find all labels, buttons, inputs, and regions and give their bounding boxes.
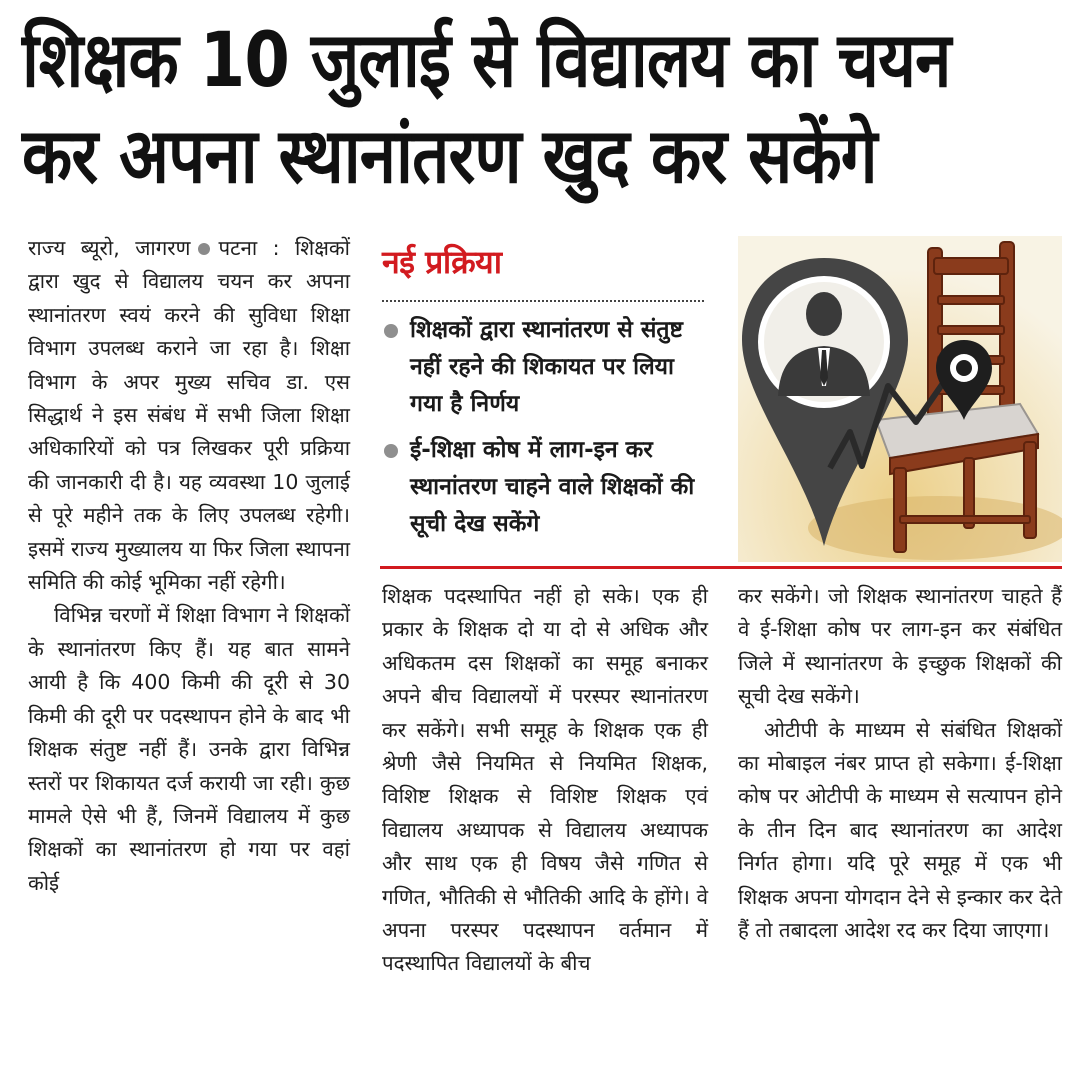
column-3-paragraph-2: ओटीपी के माध्यम से संबंधित शिक्षकों का मोबाइल नंबर प्राप्त हो सकेगा। ई-शिक्षा कोष पर ओटीपी के माध्यम से सत्यापन होने के तीन दिन बाद स्थानांतरण का आदेश निर्गत होगा। यदि पूरे समूह में एक भी शिक्षक अपना योगदान देने से इन्कार कर देते हैं तो तबादला आदेश रद कर दिया जाएगा। <box>738 717 1063 943</box>
sidebar-title: नई प्रक्रिया <box>382 243 502 281</box>
section-divider <box>380 566 1062 569</box>
column-1-paragraph-1-text: शिक्षकों द्वारा खुद से विद्यालय चयन कर अपना स्थानांतरण स्वयं करने की सुविधा शिक्षा विभाग उपलब्ध कराने जा रहा है। शिक्षा विभाग के अपर मुख्य सचिव डा. एस सिद्धार्थ ने इस संबंध में सभी जिला शिक्षा अधिकारियों को पत्र लिखकर पूरी प्रक्रिया की जानकारी दी है। यह व्यवस्था 10 जुलाई से पूरे महीने तक के लिए उपलब्ध रहेगी। इसमें राज्य मुख्यालय या फिर जिला स्थापना समिति की कोई भूमिका नहीं रहेगी। <box>28 236 350 595</box>
bullet-dot-icon <box>384 324 398 338</box>
headline-line-2: कर अपना स्थानांतरण खुद कर सकेंगे <box>22 111 877 200</box>
sidebar-dotted-divider <box>382 300 704 302</box>
sidebar-bullet-item <box>382 312 712 423</box>
column-1-paragraph-1 <box>28 232 350 599</box>
article-column-2 <box>382 580 708 981</box>
bullet-dot-icon <box>198 243 210 255</box>
headline-line-1: शिक्षक 10 जुलाई से विद्यालय का चयन <box>22 15 951 104</box>
sidebar-bullet-text: ई-शिक्षा कोष में लाग-इन कर स्थानांतरण चाहने वाले शिक्षकों की सूची देख सकेंगे <box>410 437 695 537</box>
column-3-paragraph-1: कर सकेंगे। जो शिक्षक स्थानांतरण चाहते हैं वे ई-शिक्षा कोष पर लाग-इन कर संबंधित जिले में स्थानांतरण के इच्छुक शिक्षकों की सूची देख सकेंगे। <box>738 584 1062 709</box>
column-2-paragraph-1: शिक्षक पदस्थापित नहीं हो सके। एक ही प्रकार के शिक्षक दो या दो से अधिक और अधिकतम दस शिक्षकों का समूह बनाकर अपने बीच विद्यालयों में परस्पर स्थानांतरण कर सकेंगे। सभी समूह के शिक्षक एक ही श्रेणी जैसे नियमित से नियमित शिक्षक, विशिष्ट शिक्षक से विशिष्ट शिक्षक एवं विद्यालय अध्यापक से विद्यालय अध्यापक और साथ एक ही विषय जैसे गणित से गणित, भौतिकी से भौतिकी आदि के होंगे। वे अपना परस्पर पदस्थापन वर्तमान में पदस्थापित विद्यालयों के बीच <box>382 584 708 976</box>
column-1-paragraph-2: विभिन्न चरणों में शिक्षा विभाग ने शिक्षकों के स्थानांतरण किए हैं। यह बात सामने आयी है कि 400 किमी की दूरी से 30 किमी की दूरी पर पदस्थापन होने के बाद भी शिक्षक संतुष्ट नहीं हैं। उनके द्वारा विभिन्न स्तरों पर शिकायत दर्ज करायी जा रही। कुछ मामले ऐसे भी हैं, जिनमें विद्यालय में कुछ शिक्षकों का स्थानांतरण हो गया पर वहां कोई <box>28 603 350 895</box>
article-column-1 <box>28 232 350 900</box>
sidebar-bullet-item <box>382 432 712 543</box>
sidebar-bullet-list <box>382 312 712 552</box>
teacher-chair-illustration <box>738 236 1062 562</box>
bullet-dot-icon <box>384 444 398 458</box>
dateline-source: राज्य ब्यूरो, जागरण <box>28 236 191 260</box>
article-column-3 <box>738 580 1062 947</box>
sidebar-bullet-text: शिक्षकों द्वारा स्थानांतरण से संतुष्ट नहीं रहने की शिकायत पर लिया गया है निर्णय <box>410 317 683 417</box>
dateline-city: पटना : <box>218 236 280 260</box>
headline <box>22 12 951 204</box>
